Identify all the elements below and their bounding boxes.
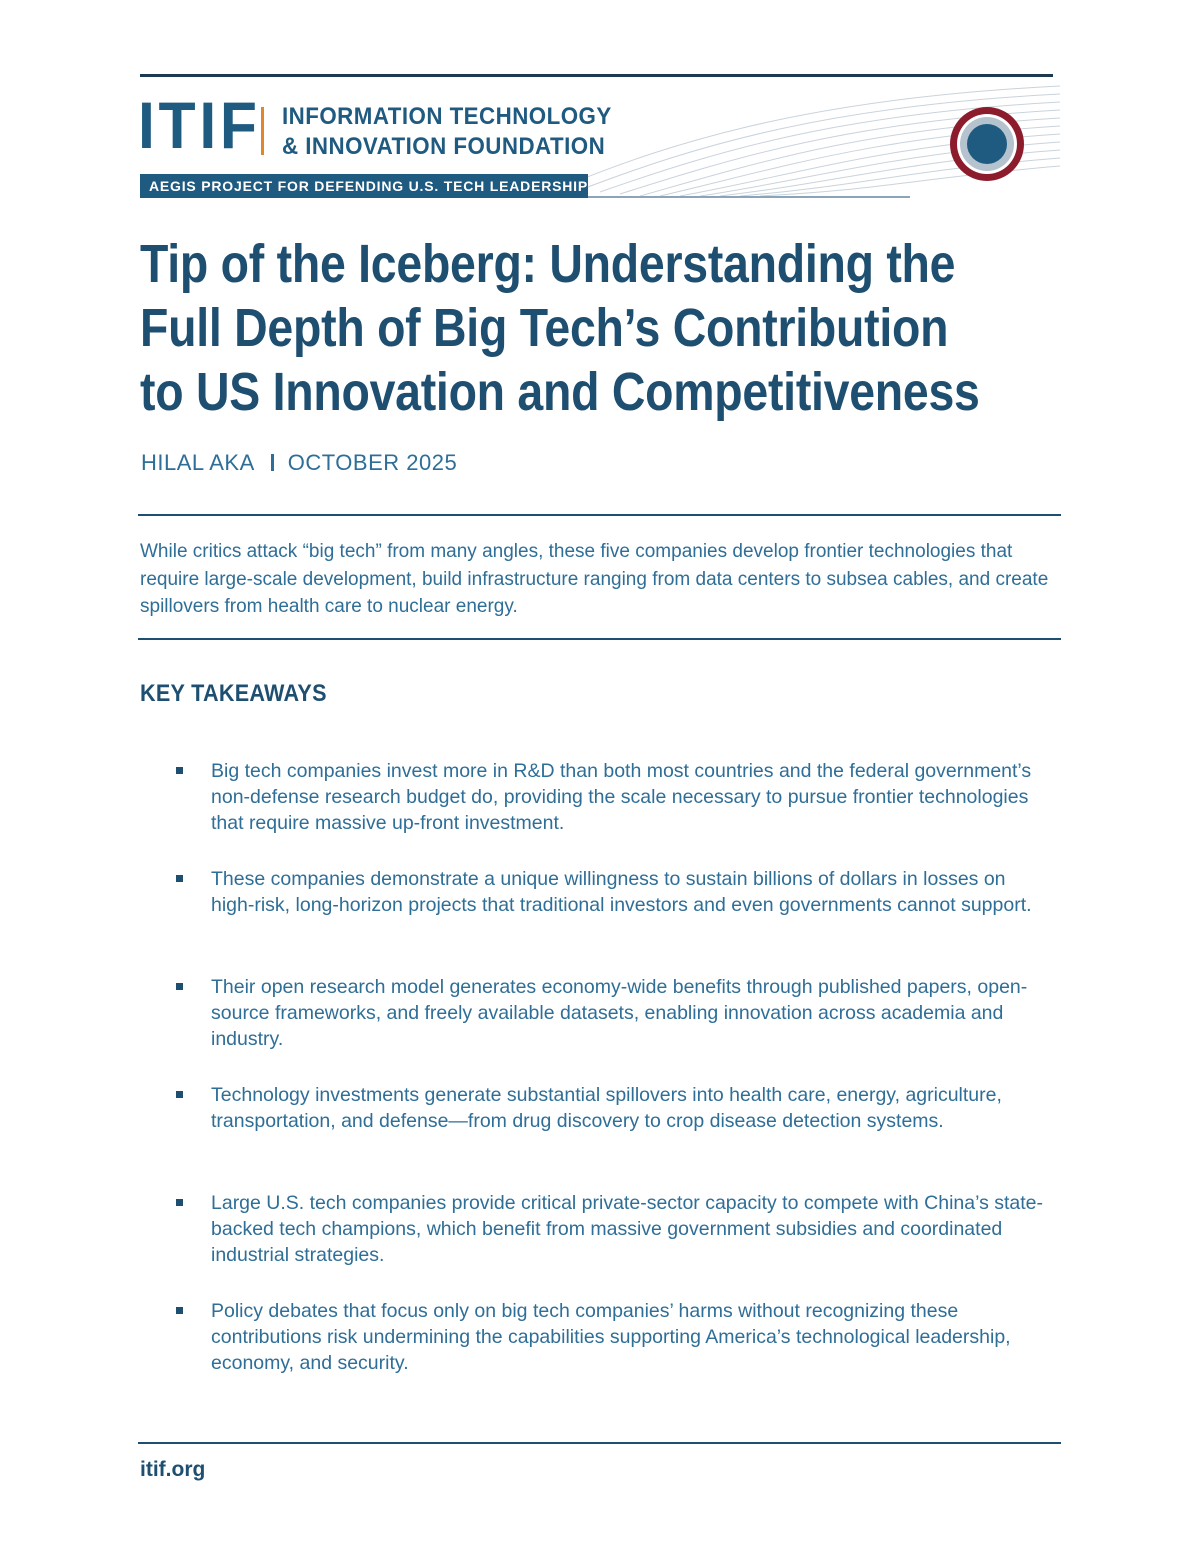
takeaway-text: These companies demonstrate a unique willingness to sustain billions of dollars in losses on high-risk, long-horizon projects that traditional investors and even governments cannot support. bbox=[211, 868, 1032, 916]
project-banner: AEGIS PROJECT FOR DEFENDING U.S. TECH LEADERSHIP bbox=[140, 174, 588, 198]
summary-bottom-rule bbox=[138, 638, 1061, 640]
takeaway-text: Technology investments generate substantial spillovers into health care, energy, agriculture, transportation, and defense—from drug discovery to crop disease detection systems. bbox=[211, 1084, 1002, 1132]
website-link[interactable]: itif.org bbox=[140, 1458, 206, 1481]
takeaway-item bbox=[176, 974, 1046, 1052]
takeaway-item bbox=[176, 1082, 1046, 1134]
itif-logo: ITIF bbox=[138, 88, 261, 162]
bullet-marker bbox=[176, 1199, 183, 1206]
summary-top-rule bbox=[138, 514, 1061, 516]
takeaway-text: Their open research model generates economy-wide benefits through published papers, open-source frameworks, and freely available datasets, enabling innovation across academia and industry. bbox=[211, 976, 1028, 1050]
organization-name bbox=[282, 102, 612, 162]
footer-rule bbox=[138, 1442, 1061, 1444]
publication-date: OCTOBER 2025 bbox=[287, 450, 458, 475]
top-rule bbox=[140, 74, 1053, 77]
bullet-marker bbox=[176, 983, 183, 990]
takeaway-text: Big tech companies invest more in R&D than both most countries and the federal government’s non-defense research budget do, providing the scale necessary to pursue frontier technologies that require massive up-front investment. bbox=[211, 760, 1032, 834]
logo-divider bbox=[261, 107, 264, 155]
takeaway-item bbox=[176, 1298, 1046, 1376]
takeaway-text: Large U.S. tech companies provide critical private-sector capacity to compete with China’s state-backed tech champions, which benefit from massive government subsidies and coordinated industrial strategies. bbox=[211, 1192, 1044, 1266]
key-takeaways-heading: KEY TAKEAWAYS bbox=[140, 680, 327, 707]
page-title: Tip of the Iceberg: Understanding the Full Depth of Big Tech’s Contribution to US Innovation and Competitiveness bbox=[140, 234, 980, 422]
takeaway-item bbox=[176, 758, 1046, 836]
byline-separator bbox=[271, 454, 274, 471]
project-banner-rule bbox=[588, 196, 910, 198]
circular-seal-icon bbox=[949, 106, 1025, 182]
organization-name-line-1: INFORMATION TECHNOLOGY bbox=[282, 103, 612, 130]
author-name: HILAL AKA bbox=[141, 450, 255, 475]
summary-text: While critics attack “big tech” from many angles, these five companies develop frontier technologies that require large-scale development, build infrastructure ranging from data centers to subsea cables, and create spillovers from health care to nuclear energy. bbox=[140, 541, 1049, 617]
bullet-marker bbox=[176, 1307, 183, 1314]
bullet-marker bbox=[176, 875, 183, 882]
bullet-marker bbox=[176, 1091, 183, 1098]
organization-name-line-2: & INNOVATION FOUNDATION bbox=[282, 133, 606, 160]
takeaway-item bbox=[176, 866, 1046, 918]
bullet-marker bbox=[176, 767, 183, 774]
byline bbox=[141, 450, 457, 476]
takeaway-item bbox=[176, 1190, 1046, 1268]
takeaway-text: Policy debates that focus only on big tech companies’ harms without recognizing these contributions risk undermining the capabilities supporting America’s technological leadership, economy, and security. bbox=[211, 1300, 1011, 1374]
